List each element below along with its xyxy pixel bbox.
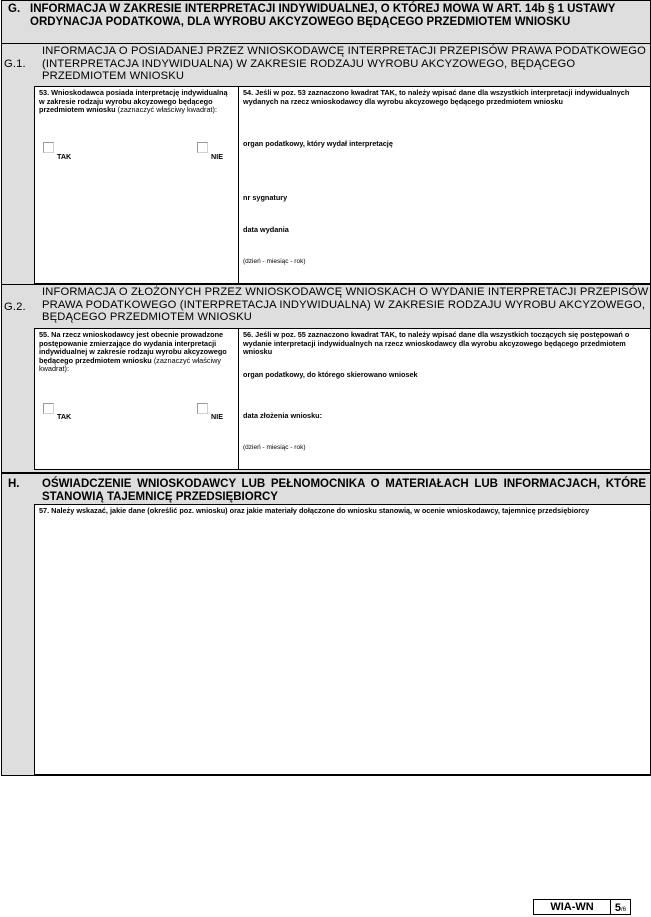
page-total: /6	[621, 907, 627, 913]
field-55-tak-label: TAK	[57, 412, 72, 421]
section-g1-number: G.1.	[4, 58, 26, 70]
field-57-label: 57. Należy wskazać, jakie dane (określić poz. wniosku) oraz jakie materiały dołączone do wniosku stanowią, w ocenie wnioskodawcy, tajemnicę przedsiębiorcy	[39, 506, 590, 515]
field-57-box[interactable]	[34, 504, 651, 775]
field-53-tak-checkbox[interactable]	[43, 142, 54, 153]
page-number	[611, 900, 630, 914]
field-55-text: 55. Na rzecz wnioskodawcy jest obecnie prowadzone postępowanie zmierzające do wydania interpretacji indywidualnej w zakresie rodzaju wyrobu akcyzowego będącego przedmiotem wniosku	[39, 330, 227, 365]
section-g2-header	[1, 284, 651, 328]
field-53-label	[39, 89, 229, 115]
section-h-letter: H.	[8, 478, 20, 490]
field-53-box	[34, 86, 239, 284]
page-current: 5	[614, 902, 622, 914]
field-53-text: 53. Wnioskodawca posiada interpretację indywidualną w zakresie rodzaju wyrobu akcyzowego będącego przedmiotem wniosku	[39, 88, 228, 115]
field-53-tak-label: TAK	[57, 152, 72, 161]
field-54-box[interactable]	[238, 86, 651, 284]
form-code-box	[533, 899, 631, 915]
field-54-label: 54. Jeśli w poz. 53 zaznaczono kwadrat TAK, to należy wpisać dane dla wszystkich interpretacji indywidualnych wydanych na rzecz wnioskodawcy dla wyrobu akcyzowego będącego przedmiotem wniosku	[243, 88, 630, 106]
field-56-date: data złożenia wniosku:	[243, 411, 323, 420]
field-55-hint: (zaznaczyć właściwy kwadrat):	[39, 355, 222, 374]
field-55-nie-checkbox[interactable]	[197, 403, 208, 414]
field-54-date: data wydania	[243, 225, 289, 234]
section-h-title: OŚWIADCZENIE WNIOSKODAWCY LUB PEŁNOMOCNIKA O MATERIAŁACH LUB INFORMACJACH, KTÓRE STANOWIĄ TAJEMNICĘ PRZEDSIĘBIORCY	[42, 478, 646, 503]
field-56-box[interactable]	[238, 328, 651, 470]
field-53-hint: (zaznaczyć właściwy kwadrat):	[117, 105, 218, 115]
section-h-header	[1, 472, 651, 504]
field-53-nie-checkbox[interactable]	[197, 142, 208, 153]
field-55-label	[39, 331, 231, 374]
field-53-nie-label: NIE	[211, 152, 223, 161]
section-g-header	[1, 0, 651, 44]
field-56-date-format: (dzień - miesiąc - rok)	[243, 444, 306, 451]
field-55-box	[34, 328, 239, 470]
field-54-date-format: (dzień - miesiąc - rok)	[243, 258, 306, 265]
field-55-tak-checkbox[interactable]	[43, 403, 54, 414]
field-54-signature: nr sygnatury	[243, 193, 288, 202]
section-g-title: INFORMACJA W ZAKRESIE INTERPRETACJI INDYWIDUALNEJ, O KTÓREJ MOWA W ART. 14b § 1 USTAWY ORDYNACJA PODATKOWA, DLA WYROBU AKCYZOWEGO BĘDĄCEGO PRZEDMIOTEM WNIOSKU	[30, 3, 616, 28]
field-56-label: 56. Jeśli w poz. 55 zaznaczono kwadrat TAK, to należy wpisać dane dla wszystkich toczących się postępowań o wydanie interpretacji indywidualnych na rzecz wnioskodawcy dla wyrobu akcyzowego będącego przedmiotem wniosku	[243, 330, 630, 357]
section-g2-title: INFORMACJA O ZŁOŻONYCH PRZEZ WNIOSKODAWCĘ WNIOSKACH O WYDANIE INTERPRETACJI PRZEPISÓW PRAWA PODATKOWEGO (INTERPRETACJA INDYWIDUALNA) W ZAKRESIE RODZAJU WYROBU AKCYZOWEGO, BĘDĄCEGO PRZEDMIOTEM WNIOSKU	[42, 286, 649, 323]
field-56-organ: organ podatkowy, do którego skierowano wniosek	[243, 370, 418, 379]
section-g-letter: G.	[8, 3, 21, 15]
form-code: WIA-WN	[534, 900, 611, 914]
section-g2-number: G.2.	[4, 301, 26, 313]
section-g1-header	[1, 43, 651, 86]
field-55-nie-label: NIE	[211, 412, 223, 421]
section-g1-title: INFORMACJA O POSIADANEJ PRZEZ WNIOSKODAWCĘ INTERPRETACJI PRZEPISÓW PRAWA PODATKOWEGO (INTERPRETACJA INDYWIDUALNA) W ZAKRESIE RODZAJU WYROBU AKCYZOWEGO, BĘDĄCEGO PRZEDMIOTEM WNIOSKU	[42, 45, 646, 82]
field-54-organ: organ podatkowy, który wydał interpretację	[243, 139, 393, 148]
